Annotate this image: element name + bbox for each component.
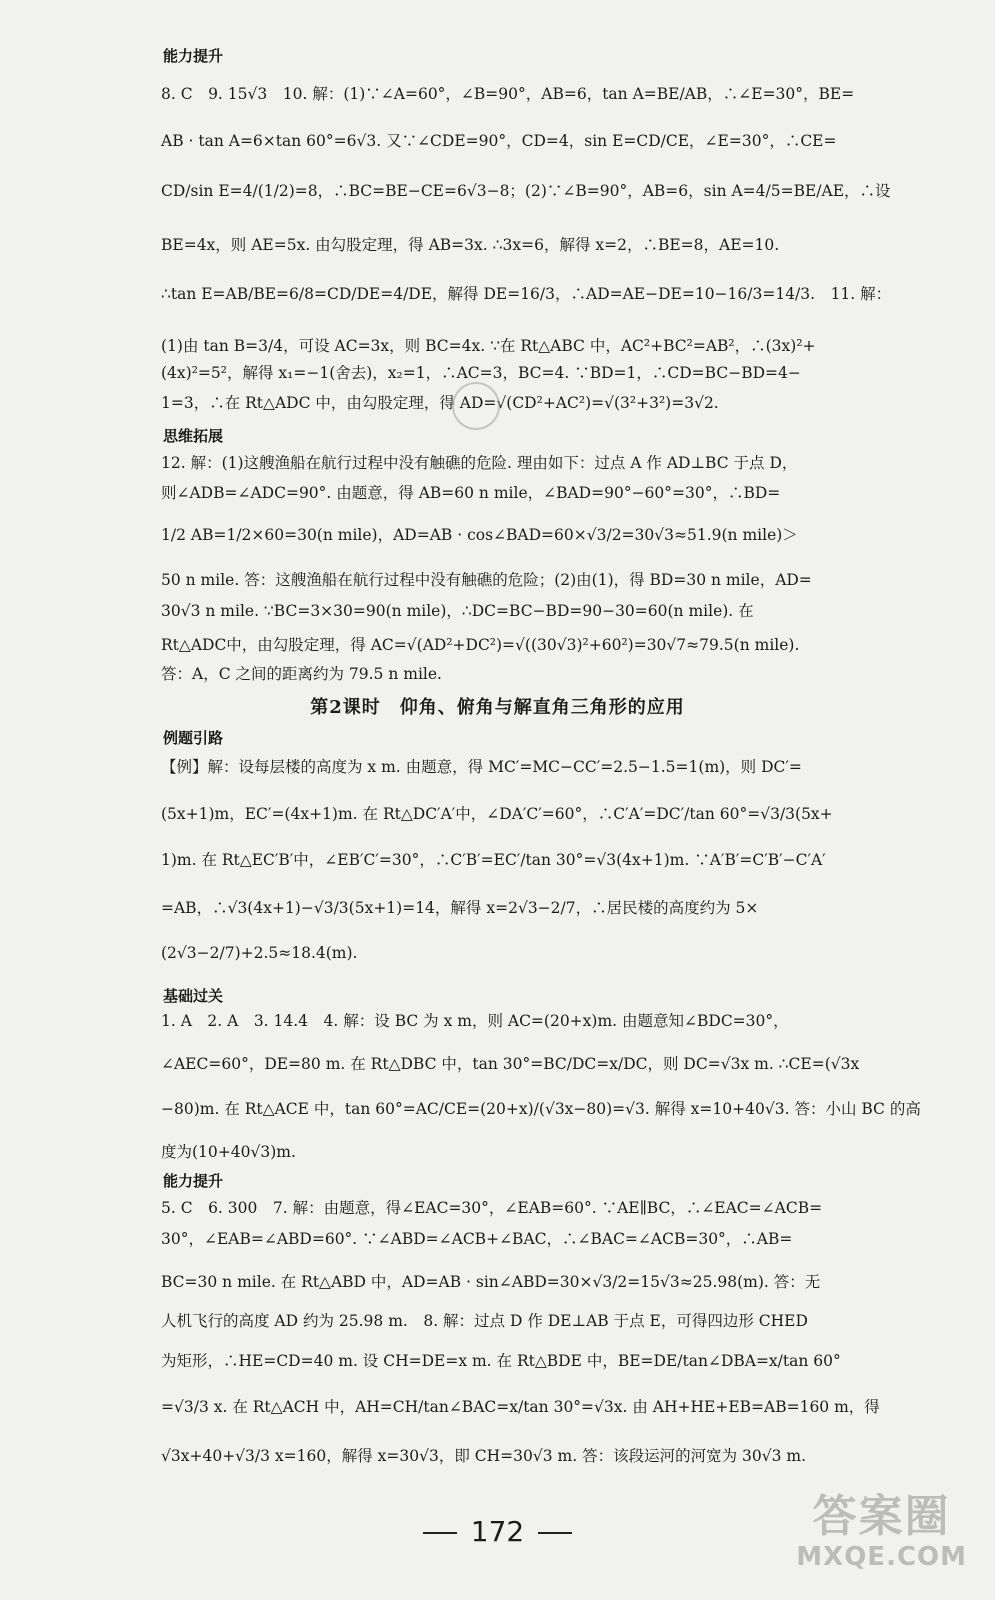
dash-right xyxy=(538,1532,572,1534)
text-line: ∠AEC=60°，DE=80 m. 在 Rt△DBC 中，tan 30°=BC/DC=x/DC，则 DC=√3x m. ∴CE=(√3x xyxy=(161,1055,860,1073)
text-line: 5. C 6. 300 7. 解：由题意，得∠EAC=30°，∠EAB=60°. ∵AE∥BC，∴∠EAC=∠ACB= xyxy=(161,1199,823,1217)
text-line: =AB，∴√3(4x+1)−√3/3(5x+1)=14，解得 x=2√3−2/7，∴居民楼的高度约为 5× xyxy=(161,899,759,917)
text-line: ∴tan E=AB/BE=6/8=CD/DE=4/DE，解得 DE=16/3，∴AD=AE−DE=10−16/3=14/3. 11. 解： xyxy=(161,285,892,303)
text-line: 为矩形，∴HE=CD=40 m. 设 CH=DE=x m. 在 Rt△BDE 中，BE=DE/tan∠DBA=x/tan 60° xyxy=(161,1352,841,1370)
stamp-mark xyxy=(452,382,500,430)
text-line: 30°，∠EAB=∠ABD=60°. ∵∠ABD=∠ACB+∠BAC，∴∠BAC=∠ACB=30°，∴AB= xyxy=(161,1230,793,1248)
text-line: 12. 解：(1)这艘渔船在航行过程中没有触礁的危险. 理由如下：过点 A 作 AD⊥BC 于点 D， xyxy=(161,454,798,472)
text-line: (4x)²=5²，解得 x₁=−1(舍去)，x₂=1，∴AC=3，BC=4. ∵BD=1，∴CD=BC−BD=4− xyxy=(161,364,801,382)
watermark xyxy=(796,1492,967,1572)
text-line: =√3/3 x. 在 Rt△ACH 中，AH=CH/tan∠BAC=x/tan 30°=√3x. 由 AH+HE+EB=AB=160 m，得 xyxy=(161,1398,880,1416)
section-heading-ability-2: 能力提升 xyxy=(163,1172,224,1190)
lesson-title: 第2课时 仰角、俯角与解直角三角形的应用 xyxy=(310,697,685,718)
dash-left xyxy=(423,1532,457,1534)
text-line: 1. A 2. A 3. 14.4 4. 解：设 BC 为 x m，则 AC=(20+x)m. 由题意知∠BDC=30°， xyxy=(161,1012,789,1030)
text-line: (5x+1)m，EC′=(4x+1)m. 在 Rt△DC′A′中，∠DA′C′=60°，∴C′A′=DC′/tan 60°=√3/3(5x+ xyxy=(161,805,833,823)
section-heading-ability: 能力提升 xyxy=(163,47,224,65)
text-line: √3x+40+√3/3 x=160，解得 x=30√3，即 CH=30√3 m. 答：该段运河的河宽为 30√3 m. xyxy=(161,1447,807,1465)
watermark-url: MXQE.COM xyxy=(796,1542,967,1572)
text-line: 1/2 AB=1/2×60=30(n mile)，AD=AB · cos∠BAD=60×√3/2=30√3≈51.9(n mile)＞ xyxy=(161,526,798,544)
text-line: 则∠ADB=∠ADC=90°. 由题意，得 AB=60 n mile，∠BAD=90°−60°=30°，∴BD= xyxy=(161,484,781,502)
text-line: 【例】解：设每层楼的高度为 x m. 由题意，得 MC′=MC−CC′=2.5−1.5=1(m)，则 DC′= xyxy=(161,758,802,776)
text-line: (1)由 tan B=3/4，可设 AC=3x，则 BC=4x. ∵在 Rt△ABC 中，AC²+BC²=AB²，∴(3x)²+ xyxy=(161,337,816,355)
text-line: 30√3 n mile. ∵BC=3×30=90(n mile)，∴DC=BC−BD=90−30=60(n mile). 在 xyxy=(161,602,754,620)
text-line: BC=30 n mile. 在 Rt△ABD 中，AD=AB · sin∠ABD=30×√3/2=15√3≈25.98(m). 答：无 xyxy=(161,1273,821,1291)
text-line: 人机飞行的高度 AD 约为 25.98 m. 8. 解：过点 D 作 DE⊥AB 于点 E，可得四边形 CHED xyxy=(161,1312,808,1330)
watermark-logo: 答案圈 xyxy=(812,1491,951,1542)
text-line: 1)m. 在 Rt△EC′B′中，∠EB′C′=30°，∴C′B′=EC′/tan 30°=√3(4x+1)m. ∵A′B′=C′B′−C′A′ xyxy=(161,851,826,869)
text-line: 1=3，∴在 Rt△ADC 中，由勾股定理，得 AD=√(CD²+AC²)=√(3²+3²)=3√2. xyxy=(161,394,719,412)
text-line: 8. C 9. 15√3 10. 解：(1)∵∠A=60°，∠B=90°，AB=6，tan A=BE/AB，∴∠E=30°，BE= xyxy=(161,85,855,103)
text-line: BE=4x，则 AE=5x. 由勾股定理，得 AB=3x. ∴3x=6，解得 x=2，∴BE=8，AE=10. xyxy=(161,236,780,254)
text-line: (2√3−2/7)+2.5≈18.4(m). xyxy=(161,944,358,962)
text-line: 50 n mile. 答：这艘渔船在航行过程中没有触礁的危险；(2)由(1)，得 BD=30 n mile，AD= xyxy=(161,571,812,589)
text-line: AB · tan A=6×tan 60°=6√3. 又∵∠CDE=90°，CD=4，sin E=CD/CE，∠E=30°，∴CE= xyxy=(161,132,837,150)
section-heading-example: 例题引路 xyxy=(163,729,224,747)
text-line: Rt△ADC中，由勾股定理，得 AC=√(AD²+DC²)=√((30√3)²+60²)=30√7≈79.5(n mile). xyxy=(161,636,800,654)
text-line: −80)m. 在 Rt△ACE 中，tan 60°=AC/CE=(20+x)/(√3x−80)=√3. 解得 x=10+40√3. 答：小山 BC 的高 xyxy=(161,1100,921,1118)
page-number-value: 172 xyxy=(470,1515,525,1548)
section-heading-thinking: 思维拓展 xyxy=(163,427,224,445)
section-heading-basic: 基础过关 xyxy=(163,987,224,1005)
text-line: 答：A，C 之间的距离约为 79.5 n mile. xyxy=(161,665,442,683)
text-line: CD/sin E=4/(1/2)=8，∴BC=BE−CE=6√3−8；(2)∵∠B=90°，AB=6，sin A=4/5=BE/AE，∴设 xyxy=(161,182,891,200)
text-line: 度为(10+40√3)m. xyxy=(161,1143,296,1161)
